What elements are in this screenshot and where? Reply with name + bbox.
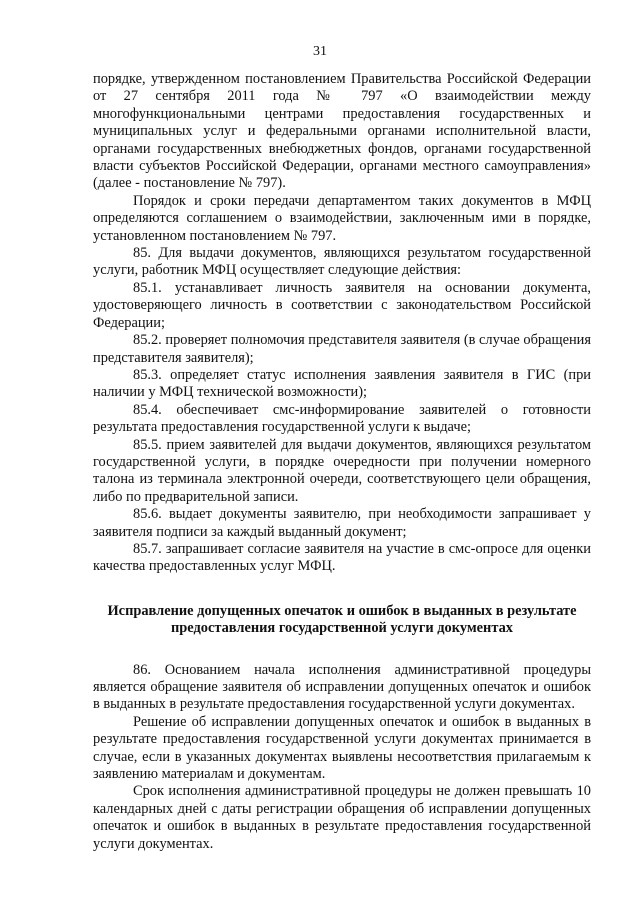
paragraph-top-0: порядке, утвержденном постановлением Правительства Российской Федерации от 27 сентября 2011 года № 797 «О взаимодействии между многофункциональными центрами предоставления государственных и муниципальных услуг и федеральными органами исполнительной власти, органами государственных внебюджетных фондов, органами государственной власти субъектов Российской Федерации, органами местного самоуправления» (далее - постановление № 797). bbox=[93, 71, 591, 192]
paragraph-85-5: 85.5. прием заявителей для выдачи документов, являющихся результатом государственной услуги, в порядке очередности при получении номерного талона из терминала электронной очереди, соответствующего цели обращения, либо по предварительной записи. bbox=[93, 436, 591, 505]
document-body bbox=[93, 71, 591, 853]
section-heading: Исправление допущенных опечаток и ошибок в выданных в результате предоставления государственной услуги документах bbox=[107, 602, 577, 637]
paragraph-85-2: 85.2. проверяет полномочия представителя заявителя (в случае обращения представителя заявителя); bbox=[93, 332, 591, 366]
paragraph-86: 86. Основанием начала исполнения административной процедуры является обращение заявителя об исправлении допущенных опечаток и ошибок в выданных в результате предоставления государственной услуги документах. bbox=[93, 661, 591, 713]
paragraph-85-1: 85.1. устанавливает личность заявителя на основании документа, удостоверяющего личность в соответствии с законодательством Российской Федерации; bbox=[93, 279, 591, 331]
paragraph-85: 85. Для выдачи документов, являющихся результатом государственной услуги, работник МФЦ осуществляет следующие действия: bbox=[93, 245, 591, 279]
paragraph-85-6: 85.6. выдает документы заявителю, при необходимости запрашивает у заявителя подписи за каждый выданный документ; bbox=[93, 506, 591, 540]
paragraph-85-3: 85.3. определяет статус исполнения заявления заявителя в ГИС (при наличии у МФЦ технической возможности); bbox=[93, 366, 591, 401]
paragraph-deadline: Срок исполнения административной процедуры не должен превышать 10 календарных дней с даты регистрации обращения об исправлении допущенных опечаток и ошибок в выданных в результате предоставления государственной услуги документах. bbox=[93, 783, 591, 852]
paragraph-decision: Решение об исправлении допущенных опечаток и ошибок в выданных в результате предоставления государственной услуги документах принимается в случае, если в указанных документах выявлены несоответствия прилагаемым к заявлению материалам и документам. bbox=[93, 713, 591, 783]
page-number: 31 bbox=[313, 44, 327, 59]
paragraph-top-1: Порядок и сроки передачи департаментом таких документов в МФЦ определяются соглашением о взаимодействии, заключенным ими в порядке, установленном постановлением № 797. bbox=[93, 192, 591, 244]
paragraph-85-7: 85.7. запрашивает согласие заявителя на участие в смс-опросе для оценки качества предоставленных услуг МФЦ. bbox=[93, 540, 591, 575]
paragraph-85-4: 85.4. обеспечивает смс-информирование заявителей о готовности результата предоставления государственной услуги к выдаче; bbox=[93, 401, 591, 436]
